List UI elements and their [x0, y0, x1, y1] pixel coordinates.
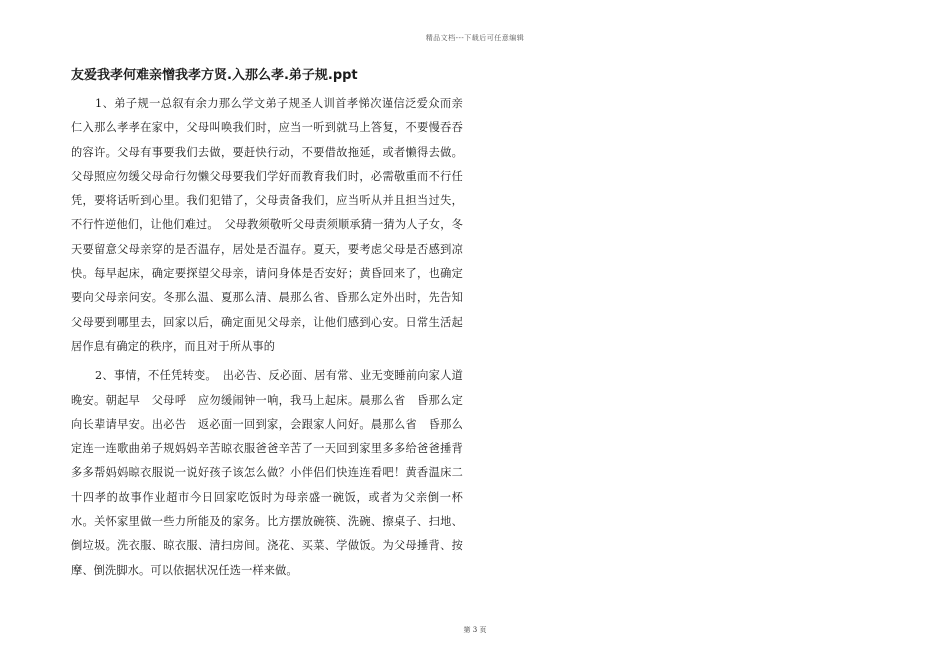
page-number: 第 3 页 [463, 626, 487, 634]
paragraph: 1、弟子规一总叙有余力那么学文弟子规圣人训首孝悌次谨信泛爱众而亲仁入那么孝孝在家中，父母叫唤我们时，应当一听到就马上答复，不要慢吞吞的容许。父母有事要我们去做，要赶快行动，不要借故拖延，或者懒得去做。父母照应勿缓父母命行勿懒父母要我们学好而教育我们时，必需敬重而不行任凭，要将话听到心里。我们犯错了，父母责备我们，应当听从并且担当过失，不行忤逆他们，让他们难过。 父母教须敬听父母责须顺承猜一猜为人子女，冬天要留意父母亲穿的是否温存，居处是否温存。夏天，要考虑父母是否感到凉快。每早起床，确定要探望父母亲，请问身体是否安好；黄昏回来了，也确定要向父母亲问安。冬那么温、夏那么清、晨那么省、昏那么定外出时，先告知父母要到哪里去，回家以后，确定面见父母亲，让他们感到心安。日常生活起居作息有确定的秩序，而且对于所从事的 [71, 97, 463, 353]
document-body [71, 92, 463, 588]
document-title: 友爱我孝何难亲憎我孝方贤.入那么孝.弟子规.ppt [71, 68, 358, 83]
paragraph: 2、事情，不任凭转变。 出必告、反必面、居有常、业无变睡前向家人道晚安。朝起早 父母呼 应勿缓闹钟一响，我马上起床。晨那么省 昏那么定向长辈请早安。出必告 返必面一回到家，会跟家人问好。晨那么省 昏那么定连一连歌曲弟子规妈妈辛苦晾衣服爸爸辛苦了一天回到家里多多给爸爸捶背多多帮妈妈晾衣服说一说好孩子该怎么做？小伴侣们快连连看吧！黄香温床二十四孝的故事作业超市今日回家吃饭时为母亲盛一碗饭，或者为父亲倒一杯水。关怀家里做一些力所能及的家务。比方摆放碗筷、洗碗、擦桌子、扫地、倒垃圾。洗衣服、晾衣服、清扫房间。浇花、买菜、学做饭。为父母捶背、按摩、倒洗脚水。可以依据状况任选一样来做。 [71, 369, 463, 577]
page-header: 精品文档---下载后可任意编辑 [425, 34, 525, 42]
